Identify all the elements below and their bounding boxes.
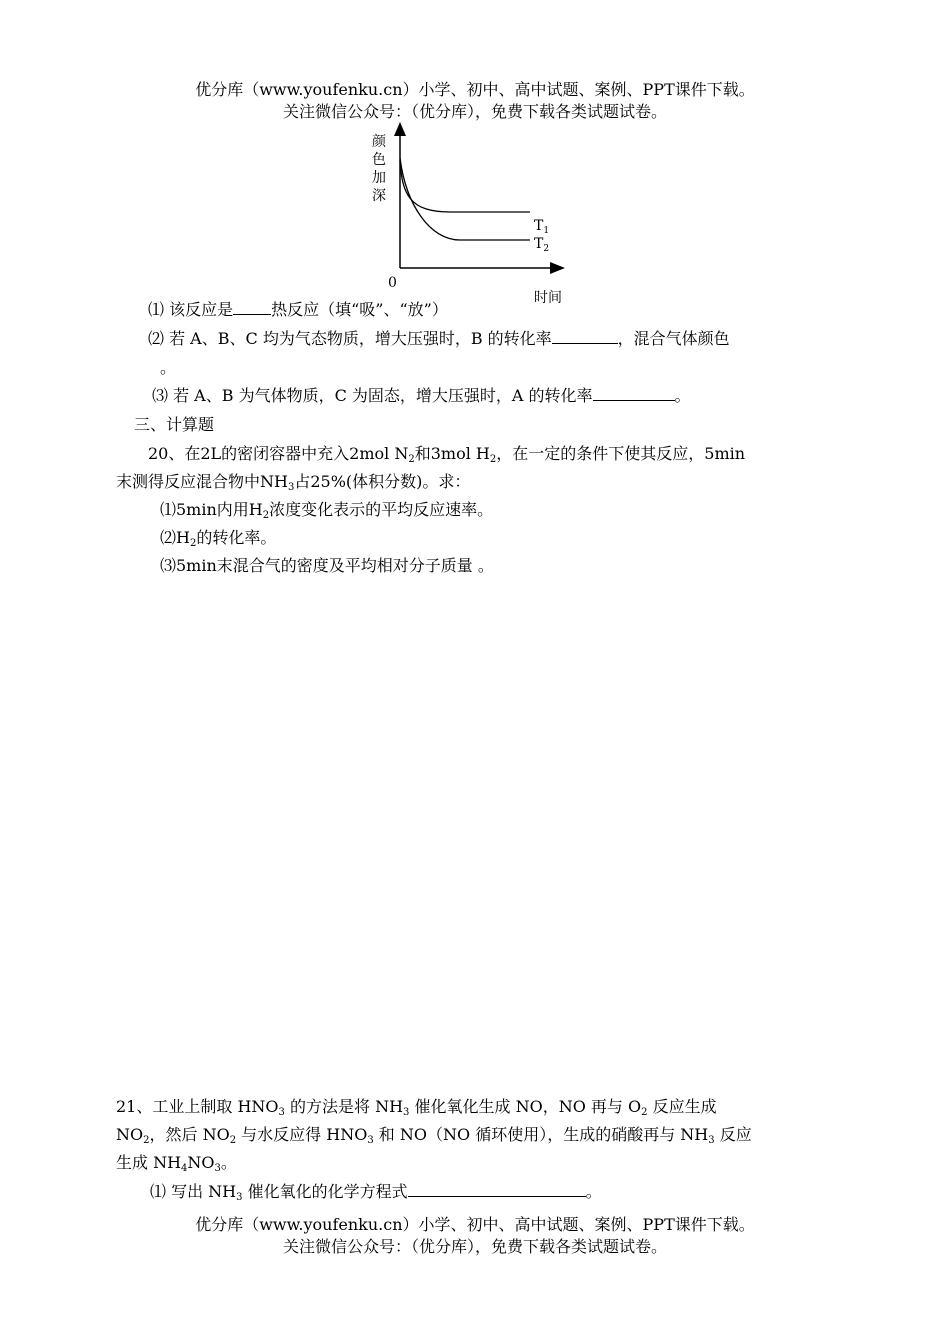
equation-blank[interactable]	[408, 1180, 586, 1197]
header-line-2: 关注微信公众号：（优分库），免费下载各类试题试卷。	[282, 102, 667, 121]
q20-line-1: 20、在2L的密闭容器中充入2mol $N_2$和3mol $H_2$，在一定的条件下使其反应，5min	[148, 444, 746, 465]
q20-line-2: 末测得反应混合物中$NH_3$占25%(体积分数)。求：	[116, 472, 471, 493]
answer-blank-2[interactable]	[552, 327, 618, 344]
curve-t2	[400, 158, 530, 240]
footer-line-1: 优分库（www.youfenku.cn）小学、初中、高中试题、案例、PPT课件下载。	[195, 1215, 755, 1234]
color-time-graph	[360, 120, 580, 310]
q19-part-3: ⑶ 若 A、B 为气体物质，C 为固态，增大压强时，A 的转化率 。	[152, 386, 691, 405]
q20-sub-3: ⑶5min末混合气的密度及平均相对分子质量 。	[160, 556, 494, 575]
answer-blank-3[interactable]	[593, 384, 675, 401]
q21-line-1: 21、工业上制取 $HNO_3$ 的方法是将 $NH_3$ 催化氧化生成 NO，NO 再与 $O_2$ 反应生成	[116, 1097, 717, 1118]
curve-t2-label: $T_2$	[534, 236, 550, 254]
q19-part-2: ⑵ 若 A、B、C 均为气态物质，增大压强时，B 的转化率 ，混合气体颜色	[148, 329, 730, 348]
q21-part-1: ⑴ 写出 $NH_3$ 催化氧化的化学方程式 。	[150, 1182, 602, 1203]
section-3-title: 三、计算题	[134, 415, 215, 434]
q19-part-2-end: 。	[160, 358, 177, 377]
y-axis-arrow	[394, 122, 406, 136]
curve-t1-label: $T_1$	[534, 218, 550, 236]
answer-blank-1[interactable]	[233, 298, 271, 315]
q19-part-1: ⑴ 该反应是 热反应（填“吸”、“放”）	[148, 300, 448, 319]
q21-line-3: 生成 $NH_4NO_3$。	[116, 1153, 237, 1174]
header-line-1: 优分库（www.youfenku.cn）小学、初中、高中试题、案例、PPT课件下载。	[195, 80, 755, 99]
y-label-char-1: 颜	[372, 134, 386, 150]
q20-sub-1: ⑴5min内用$H_2$浓度变化表示的平均反应速率。	[160, 500, 494, 521]
y-label-char-3: 加	[372, 170, 386, 186]
y-label-char-2: 色	[372, 152, 386, 168]
y-label-char-4: 深	[372, 188, 386, 204]
x-axis-label: 时间	[534, 290, 562, 306]
origin-label: 0	[388, 275, 397, 291]
curve-t1	[400, 160, 530, 212]
x-axis-arrow	[550, 262, 565, 274]
q20-sub-2: $⑵H_2$的转化率。	[160, 528, 277, 549]
q21-line-2: $NO_2$，然后 $NO_2$ 与水反应得 $HNO_3$ 和 NO（NO 循环使用），生成的硝酸再与 $NH_3$ 反应	[116, 1125, 752, 1146]
footer-line-2: 关注微信公众号：（优分库），免费下载各类试题试卷。	[282, 1237, 667, 1256]
